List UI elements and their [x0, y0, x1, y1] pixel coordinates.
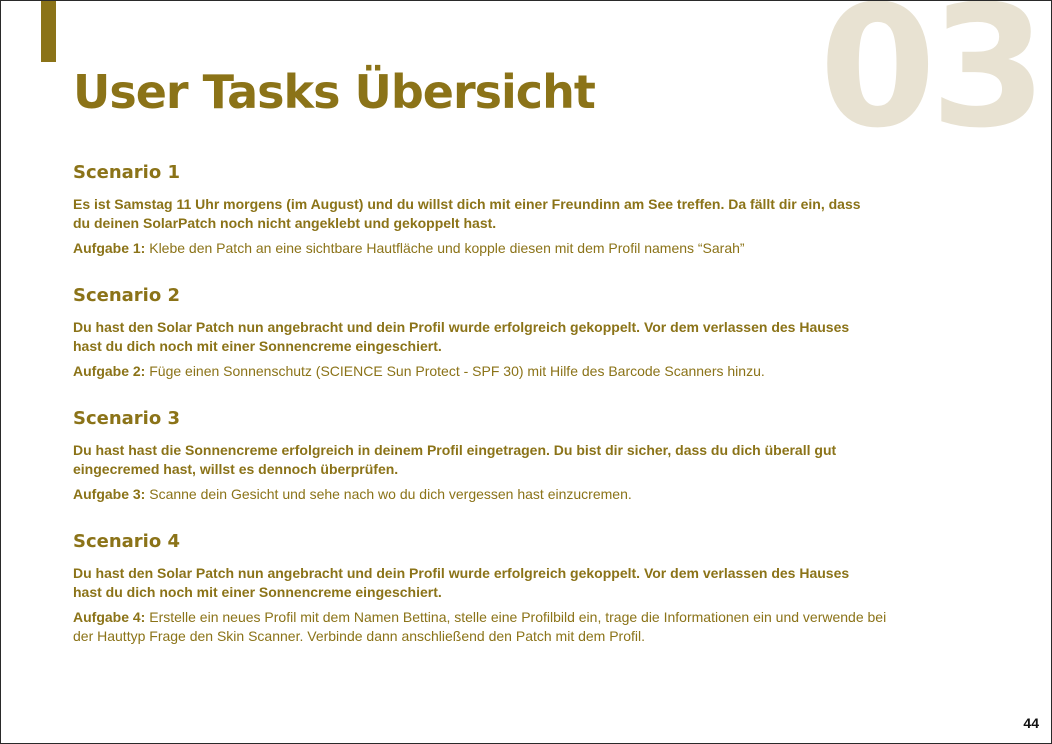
scenario-description: Du hast den Solar Patch nun angebracht und dein Profil wurde erfolgreich gekoppelt. Vor dem verlassen des Hauses hast du dich noch mit einer Sonnencreme eingeschiert.: [73, 319, 850, 354]
scenario-2: [73, 284, 893, 381]
task-body: Erstelle ein neues Profil mit dem Namen Bettina, stelle eine Profilbild ein, trage die Informationen ein und verwende bei der Hauttyp Frage den Skin Scanner. Verbinde dann anschließend den Patch mit dem Profil.: [73, 609, 887, 644]
accent-bar: [41, 1, 56, 62]
task-text: [73, 485, 893, 504]
scenario-description: Du hast den Solar Patch nun angebracht und dein Profil wurde erfolgreich gekoppelt. Vor dem verlassen des Hauses hast du dich noch mit einer Sonnencreme eingeschiert.: [73, 565, 850, 600]
task-body: Scanne dein Gesicht und sehe nach wo du dich vergessen hast einzucremen.: [145, 486, 632, 502]
scenario-3: [73, 407, 893, 504]
task-label: Aufgabe 1:: [73, 240, 146, 256]
scenario-1: [73, 161, 893, 258]
scenario-description: Es ist Samstag 11 Uhr morgens (im August) und du willst dich mit einer Freundinn am See treffen. Da fällt dir ein, dass du deinen SolarPatch noch nicht angeklebt und gekoppelt hast.: [73, 196, 861, 231]
scenario-heading: Scenario 2: [73, 285, 181, 306]
scenario-4: [73, 530, 893, 646]
task-body: Füge einen Sonnenschutz (SCIENCE Sun Protect - SPF 30) mit Hilfe des Barcode Scanners hinzu.: [145, 363, 765, 379]
page-number: 44: [1023, 715, 1039, 731]
scenario-list: [73, 161, 893, 672]
section-number: 03: [819, 0, 1041, 165]
page-title: User Tasks Übersicht: [73, 65, 595, 119]
task-text: [73, 239, 893, 258]
scenario-heading: Scenario 4: [73, 531, 181, 552]
task-text: [73, 608, 893, 646]
scenario-heading: Scenario 1: [73, 162, 181, 183]
task-label: Aufgabe 4:: [73, 609, 146, 625]
task-text: [73, 362, 893, 381]
task-label: Aufgabe 3:: [73, 486, 146, 502]
scenario-description: Du hast hast die Sonnencreme erfolgreich in deinem Profil eingetragen. Du bist dir sicher, dass du dich überall gut eingecremed hast, willst es dennoch überprüfen.: [73, 442, 837, 477]
scenario-heading: Scenario 3: [73, 408, 181, 429]
task-label: Aufgabe 2:: [73, 363, 146, 379]
task-body: Klebe den Patch an eine sichtbare Hautfläche und kopple diesen mit dem Profil namens “Sarah”: [145, 240, 745, 256]
